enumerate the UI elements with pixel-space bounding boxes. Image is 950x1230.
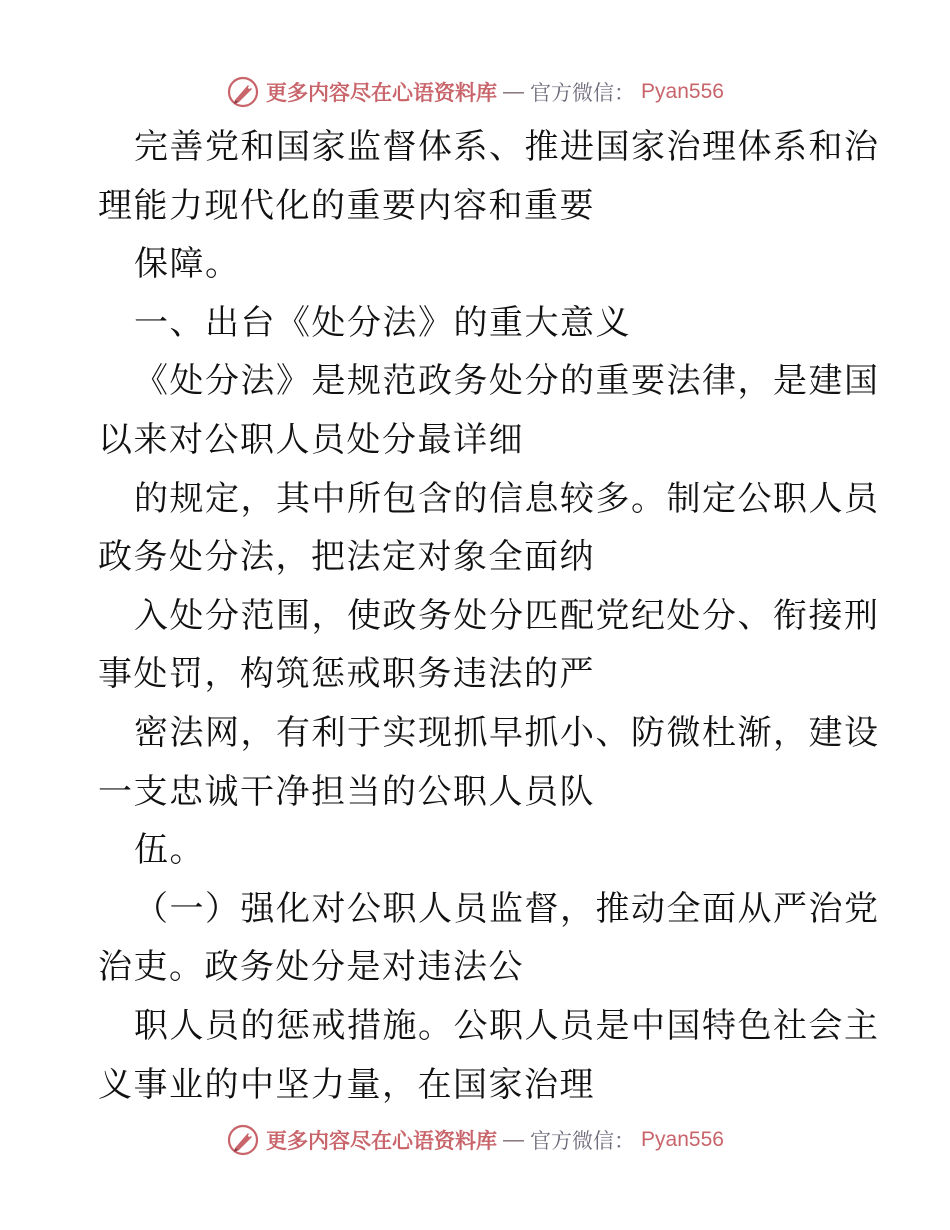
watermark-dash: — bbox=[503, 80, 525, 103]
document-body bbox=[98, 118, 880, 1114]
body-text-line: 一、出台《处分法》的重大意义 bbox=[134, 302, 631, 343]
watermark-wechat-id: Pyan556 bbox=[641, 1128, 724, 1151]
watermark-label: 官方微信： bbox=[530, 81, 636, 105]
body-text-line: 伍。 bbox=[134, 830, 205, 871]
body-text-line: 入处分范围，使政务处分匹配党纪处分、衔接刑 bbox=[134, 595, 880, 636]
watermark-site-text: 更多内容尽在心语资料库 bbox=[266, 80, 498, 105]
watermark-wechat-id: Pyan556 bbox=[641, 80, 724, 103]
watermark-site-text: 更多内容尽在心语资料库 bbox=[266, 1128, 498, 1153]
body-text-line: （一）强化对公职人员监督，推动全面从严治党 bbox=[134, 888, 880, 929]
body-text-line: 职人员的惩戒措施。公职人员是中国特色社会主 bbox=[134, 1005, 880, 1046]
body-text-line: 事处罚，构筑惩戒职务违法的严 bbox=[98, 654, 595, 695]
body-text-line: 保障。 bbox=[134, 244, 241, 285]
header-watermark bbox=[0, 72, 950, 112]
body-text-line: 一支忠诚干净担当的公职人员队 bbox=[98, 771, 595, 812]
body-text-line: 《处分法》是规范政务处分的重要法律，是建国 bbox=[134, 361, 880, 402]
body-text-line: 义事业的中坚力量，在国家治理 bbox=[98, 1064, 595, 1105]
body-text-line: 治吏。政务处分是对违法公 bbox=[98, 947, 524, 988]
pen-nib-logo-icon bbox=[226, 75, 260, 109]
watermark-label: 官方微信： bbox=[530, 1129, 636, 1153]
body-text-line: 理能力现代化的重要内容和重要 bbox=[98, 185, 595, 226]
footer-watermark bbox=[0, 1120, 950, 1160]
body-text-line: 密法网，有利于实现抓早抓小、防微杜渐，建设 bbox=[134, 712, 880, 753]
body-text-line: 以来对公职人员处分最详细 bbox=[98, 419, 524, 460]
body-text-line: 完善党和国家监督体系、推进国家治理体系和治 bbox=[134, 127, 880, 167]
body-text-line: 政务处分法，把法定对象全面纳 bbox=[98, 537, 595, 578]
pen-nib-logo-icon bbox=[226, 1123, 260, 1157]
body-text-line: 的规定，其中所包含的信息较多。制定公职人员 bbox=[134, 478, 880, 519]
watermark-dash: — bbox=[503, 1128, 525, 1151]
